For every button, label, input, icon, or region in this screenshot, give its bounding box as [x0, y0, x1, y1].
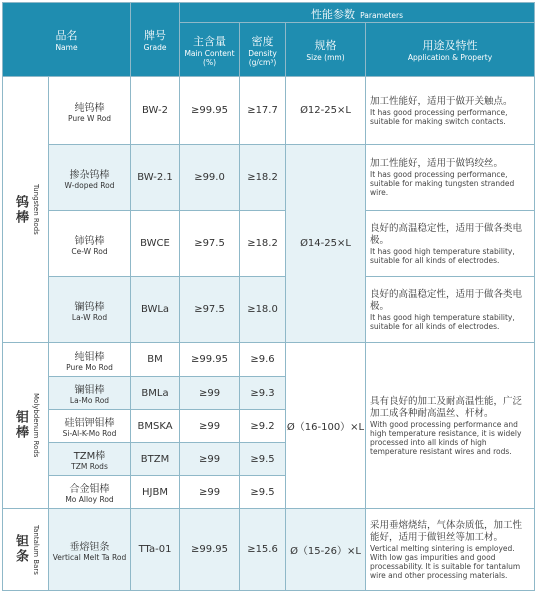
table-row: 镧钨棒 La-W Rod BWLa ≥97.5 ≥18.0 良好的高温稳定性，适用于做各类电极。 It has good high temperature stability, suitable for all kinds of electrodes. [3, 277, 535, 343]
header-size: 规格 Size (mm) [286, 23, 366, 77]
table-row: 合金钼棒 Mo Alloy Rod HJBM ≥99 ≥9.5 [3, 476, 535, 509]
table-row: TZM棒 TZM Rods BTZM ≥99 ≥9.5 [3, 443, 535, 476]
table-row: 铈钨棒 Ce-W Rod BWCE ≥97.5 ≥18.2 良好的高温稳定性，适用于做各类电极。 It has good high temperature stability, suitable for all kinds of electrodes. [3, 211, 535, 277]
header-name: 品名 Name [3, 3, 131, 77]
header-application: 用途及特性 Application & Property [366, 23, 535, 77]
product-table [2, 2, 535, 591]
table-row: 钼棒 Molybdenum Rods 纯钼棒 Pure Mo Rod BM ≥99.95 ≥9.6 Ø（16-100）×L 具有良好的加工及耐高温性能，广泛加工成各种耐高温丝、杆材。 With good processing performance and high temperature resistance, it is widely processed into all kinds of high temperature resistant wires and rods. [3, 343, 535, 377]
header-grade: 牌号 Grade [131, 3, 180, 77]
group-tungsten: 钨棒 Tungsten Rods [3, 77, 49, 343]
table-row: 钨棒 Tungsten Rods 纯钨棒 Pure W Rod BW-2 ≥99.95 ≥17.7 Ø12-25×L 加工性能好，适用于做开关触点。 It has good processing performance, suitable for making switch contacts. [3, 77, 535, 145]
group-molybdenum: 钼棒 Molybdenum Rods [3, 343, 49, 509]
header-content: 主含量 Main Content (%) [180, 23, 240, 77]
table-row: 硅铝钾钼棒 Si-Al-K-Mo Rod BMSKA ≥99 ≥9.2 [3, 410, 535, 443]
header-params: 性能参数 Parameters [180, 3, 535, 23]
table-row: 镧钼棒 La-Mo Rod BMLa ≥99 ≥9.3 [3, 377, 535, 410]
table-row: 钽条 Tantalum Bars 垂熔钽条 Vertical Melt Ta Rod TTa-01 ≥99.95 ≥15.6 Ø（15-26）×L 采用垂熔烧结，气体杂质低，加工性能好，适用于做钽丝等加工材。 Vertical melting sintering is employed. With low gas impurities and good processability. It is suitable for tantalum wire and other processing materials. [3, 509, 535, 591]
header-density: 密度 Density (g/cm³) [240, 23, 286, 77]
group-tantalum: 钽条 Tantalum Bars [3, 509, 49, 591]
table-row: 掺杂钨棒 W-doped Rod BW-2.1 ≥99.0 ≥18.2 Ø14-25×L 加工性能好，适用于做钨绞丝。 It has good processing performance, suitable for making tungsten stranded wire. [3, 145, 535, 211]
